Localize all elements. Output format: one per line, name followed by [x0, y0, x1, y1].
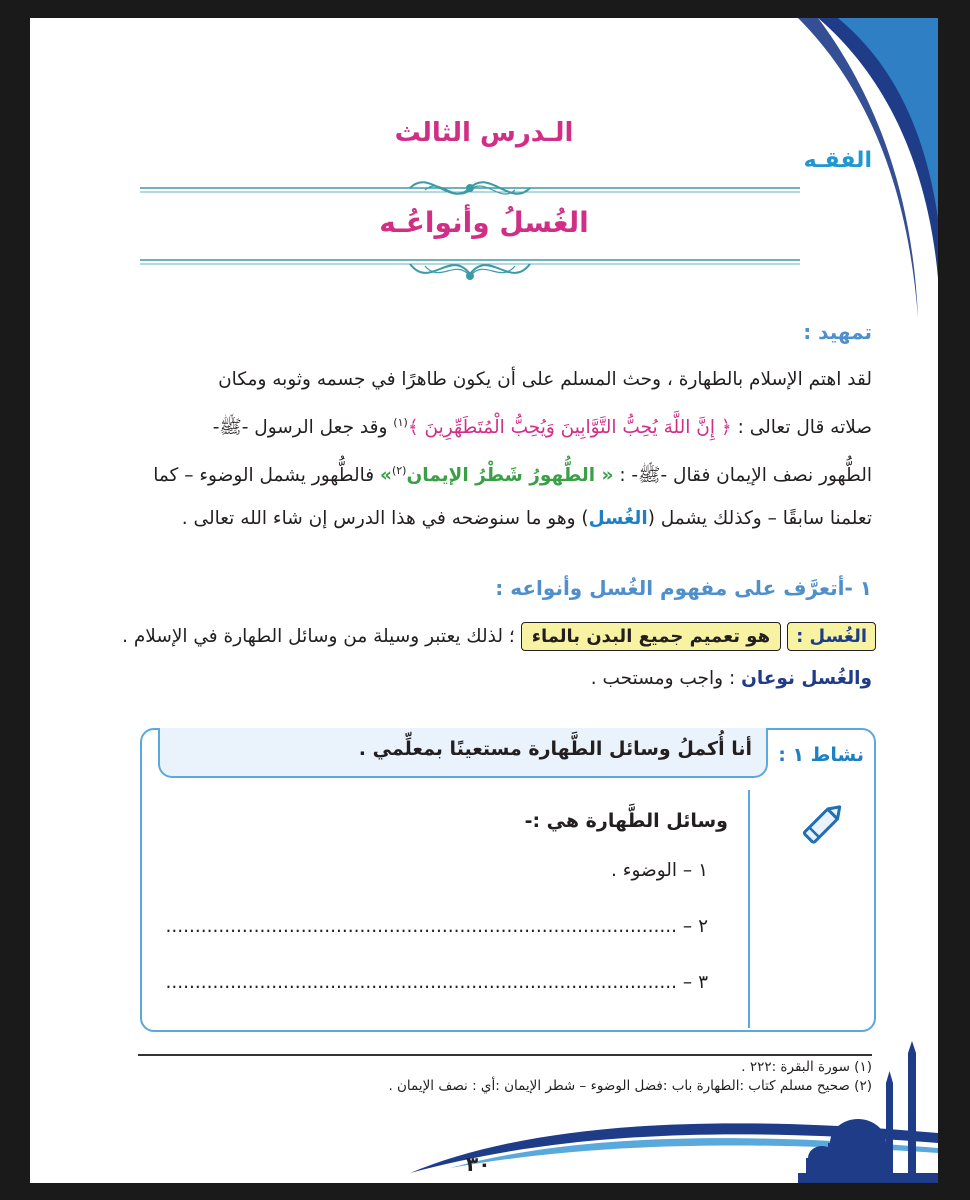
intro-line-1: لقد اهتم الإسلام بالطهارة ، وحث المسلم على أن يكون طاهرًا في جسمه وثوبه ومكان — [218, 369, 872, 390]
intro-line-2-start: صلاته قال تعالى : — [737, 417, 872, 439]
intro-line-4-start: تعلمنا سابقًا – وكذلك يشمل ( — [647, 508, 872, 530]
intro-line-3-end: فالطُّهور يشمل الوضوء – كما — [153, 465, 375, 487]
activity-divider — [748, 790, 750, 1028]
footnote-2: (٢) صحيح مسلم كتاب :الطهارة باب :فضل الوضوء – شطر الإيمان :أي : نصف الإيمان . — [388, 1078, 872, 1094]
lesson-number: الـدرس الثالث — [394, 118, 574, 148]
footnotes — [388, 1058, 872, 1096]
intro-line-2 — [122, 401, 872, 449]
definition-row — [122, 616, 876, 656]
activity-item-3-blank[interactable]: ٣ – ....................................................................................... — [165, 972, 708, 993]
intro-paragraph — [122, 358, 872, 540]
textbook-page — [30, 18, 938, 1183]
subject-label: الفقـه — [803, 148, 872, 173]
hadith-quote: « الطُّهورُ شَطْرُ الإيمان — [406, 465, 614, 487]
activity-box — [140, 728, 876, 1032]
activity-subheading: وسائل الطَّهارة هي :- — [524, 810, 728, 832]
activity-item-2-blank[interactable]: ٢ – ....................................................................................... — [165, 916, 708, 937]
pencil-icon — [794, 798, 850, 854]
footnote-marker-2: (٢) — [391, 464, 407, 478]
definition-label: الغُسل : — [787, 622, 876, 651]
lesson-title: الغُسلُ وأنواعُـه — [379, 206, 589, 239]
footnote-separator — [138, 1054, 872, 1056]
activity-prompt: أنا أُكملُ وسائل الطَّهارة مستعينًا بمعلِّمي . — [358, 738, 752, 760]
intro-line-2-end: وقد جعل الرسول -ﷺ- — [212, 417, 388, 439]
ghusl-types-label: والغُسل نوعان — [741, 668, 872, 689]
mosque-silhouette-icon — [798, 1033, 938, 1183]
ghusl-types-values: : واجب ومستحب . — [590, 668, 736, 689]
intro-line-4-end: ) وهو ما سنوضحه في هذا الدرس إن شاء الله تعالى . — [181, 508, 589, 530]
ornament-divider-top — [140, 168, 800, 208]
footnote-1: (١) سورة البقرة :٢٢٢ . — [741, 1059, 872, 1075]
activity-item-1: ١ – الوضوء . — [610, 860, 708, 881]
activity-header — [158, 728, 768, 778]
activity-label: نشاط ١ : — [778, 744, 864, 766]
ghusl-types-row — [591, 668, 872, 689]
intro-heading: تمهيد : — [803, 320, 872, 344]
quran-quote: ﴿ إِنَّ اللَّهَ يُحِبُّ التَّوَّابِينَ وَيُحِبُّ الْمُتَطَهِّرِينَ ﴾ — [407, 417, 732, 439]
hadith-close: » — [379, 465, 392, 487]
ghusl-word: الغُسل — [588, 508, 648, 530]
definition-rest: ؛ لذلك يعتبر وسيلة من وسائل الطهارة في الإسلام . — [122, 625, 515, 647]
page-number: ٣٠ — [466, 1152, 491, 1176]
ornament-divider-bottom — [140, 254, 800, 294]
intro-line-4 — [122, 497, 872, 540]
footnote-marker-1: (١) — [393, 416, 408, 429]
section-1-heading: ١ -أتعرَّف على مفهوم الغُسل وأنواعه : — [495, 576, 872, 600]
intro-line-3-start: الطُّهور نصف الإيمان فقال -ﷺ- : — [619, 465, 872, 487]
intro-line-3 — [122, 449, 872, 497]
definition-box: هو تعميم جميع البدن بالماء — [521, 622, 781, 651]
